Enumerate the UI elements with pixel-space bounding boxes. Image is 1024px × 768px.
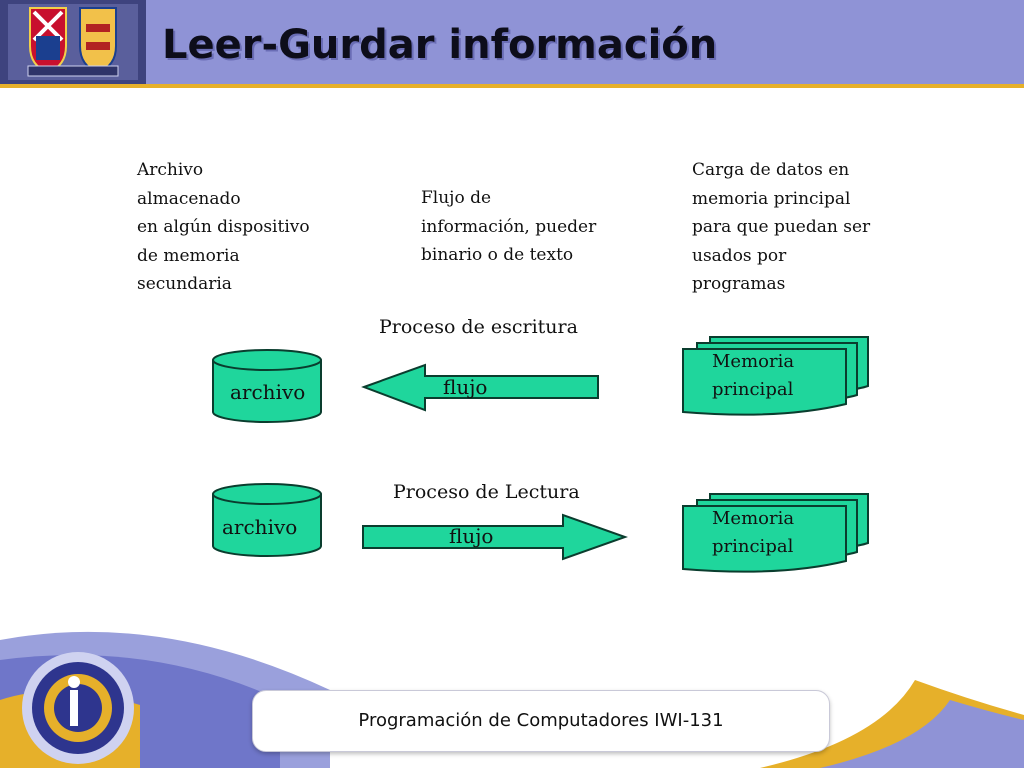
read-flow-arrow	[363, 515, 625, 559]
read-flow-label: flujo	[449, 524, 494, 548]
read-memory-label-1: Memoria	[712, 508, 795, 529]
read-memory-stack	[683, 494, 868, 572]
read-file-cylinder	[213, 484, 321, 556]
write-file-cylinder	[213, 350, 321, 422]
flow-description: Flujo de información, pueder binario o de texto	[421, 188, 597, 265]
footer-course-box	[252, 690, 830, 752]
read-file-label: archivo	[222, 515, 298, 539]
read-memory-label-2: principal	[712, 536, 794, 557]
write-memory-stack	[683, 337, 868, 415]
storage-description: Archivo almacenado en algún dispositivo de memoria secundaria	[137, 160, 310, 294]
read-process-label: Proceso de Lectura	[393, 481, 580, 503]
write-memory-label-1: Memoria	[712, 351, 795, 372]
institution-emblem-icon	[22, 652, 134, 764]
write-flow-arrow	[364, 365, 598, 410]
slide-title: Leer-Gurdar información	[162, 22, 718, 68]
memory-description: Carga de datos en memoria principal para que puedan ser usados por programas	[692, 160, 871, 294]
write-flow-label: flujo	[443, 375, 488, 399]
course-name: Programación de Computadores IWI-131	[358, 710, 724, 731]
write-process-label: Proceso de escritura	[379, 316, 578, 338]
write-memory-label-2: principal	[712, 379, 794, 400]
write-file-label: archivo	[230, 380, 306, 404]
